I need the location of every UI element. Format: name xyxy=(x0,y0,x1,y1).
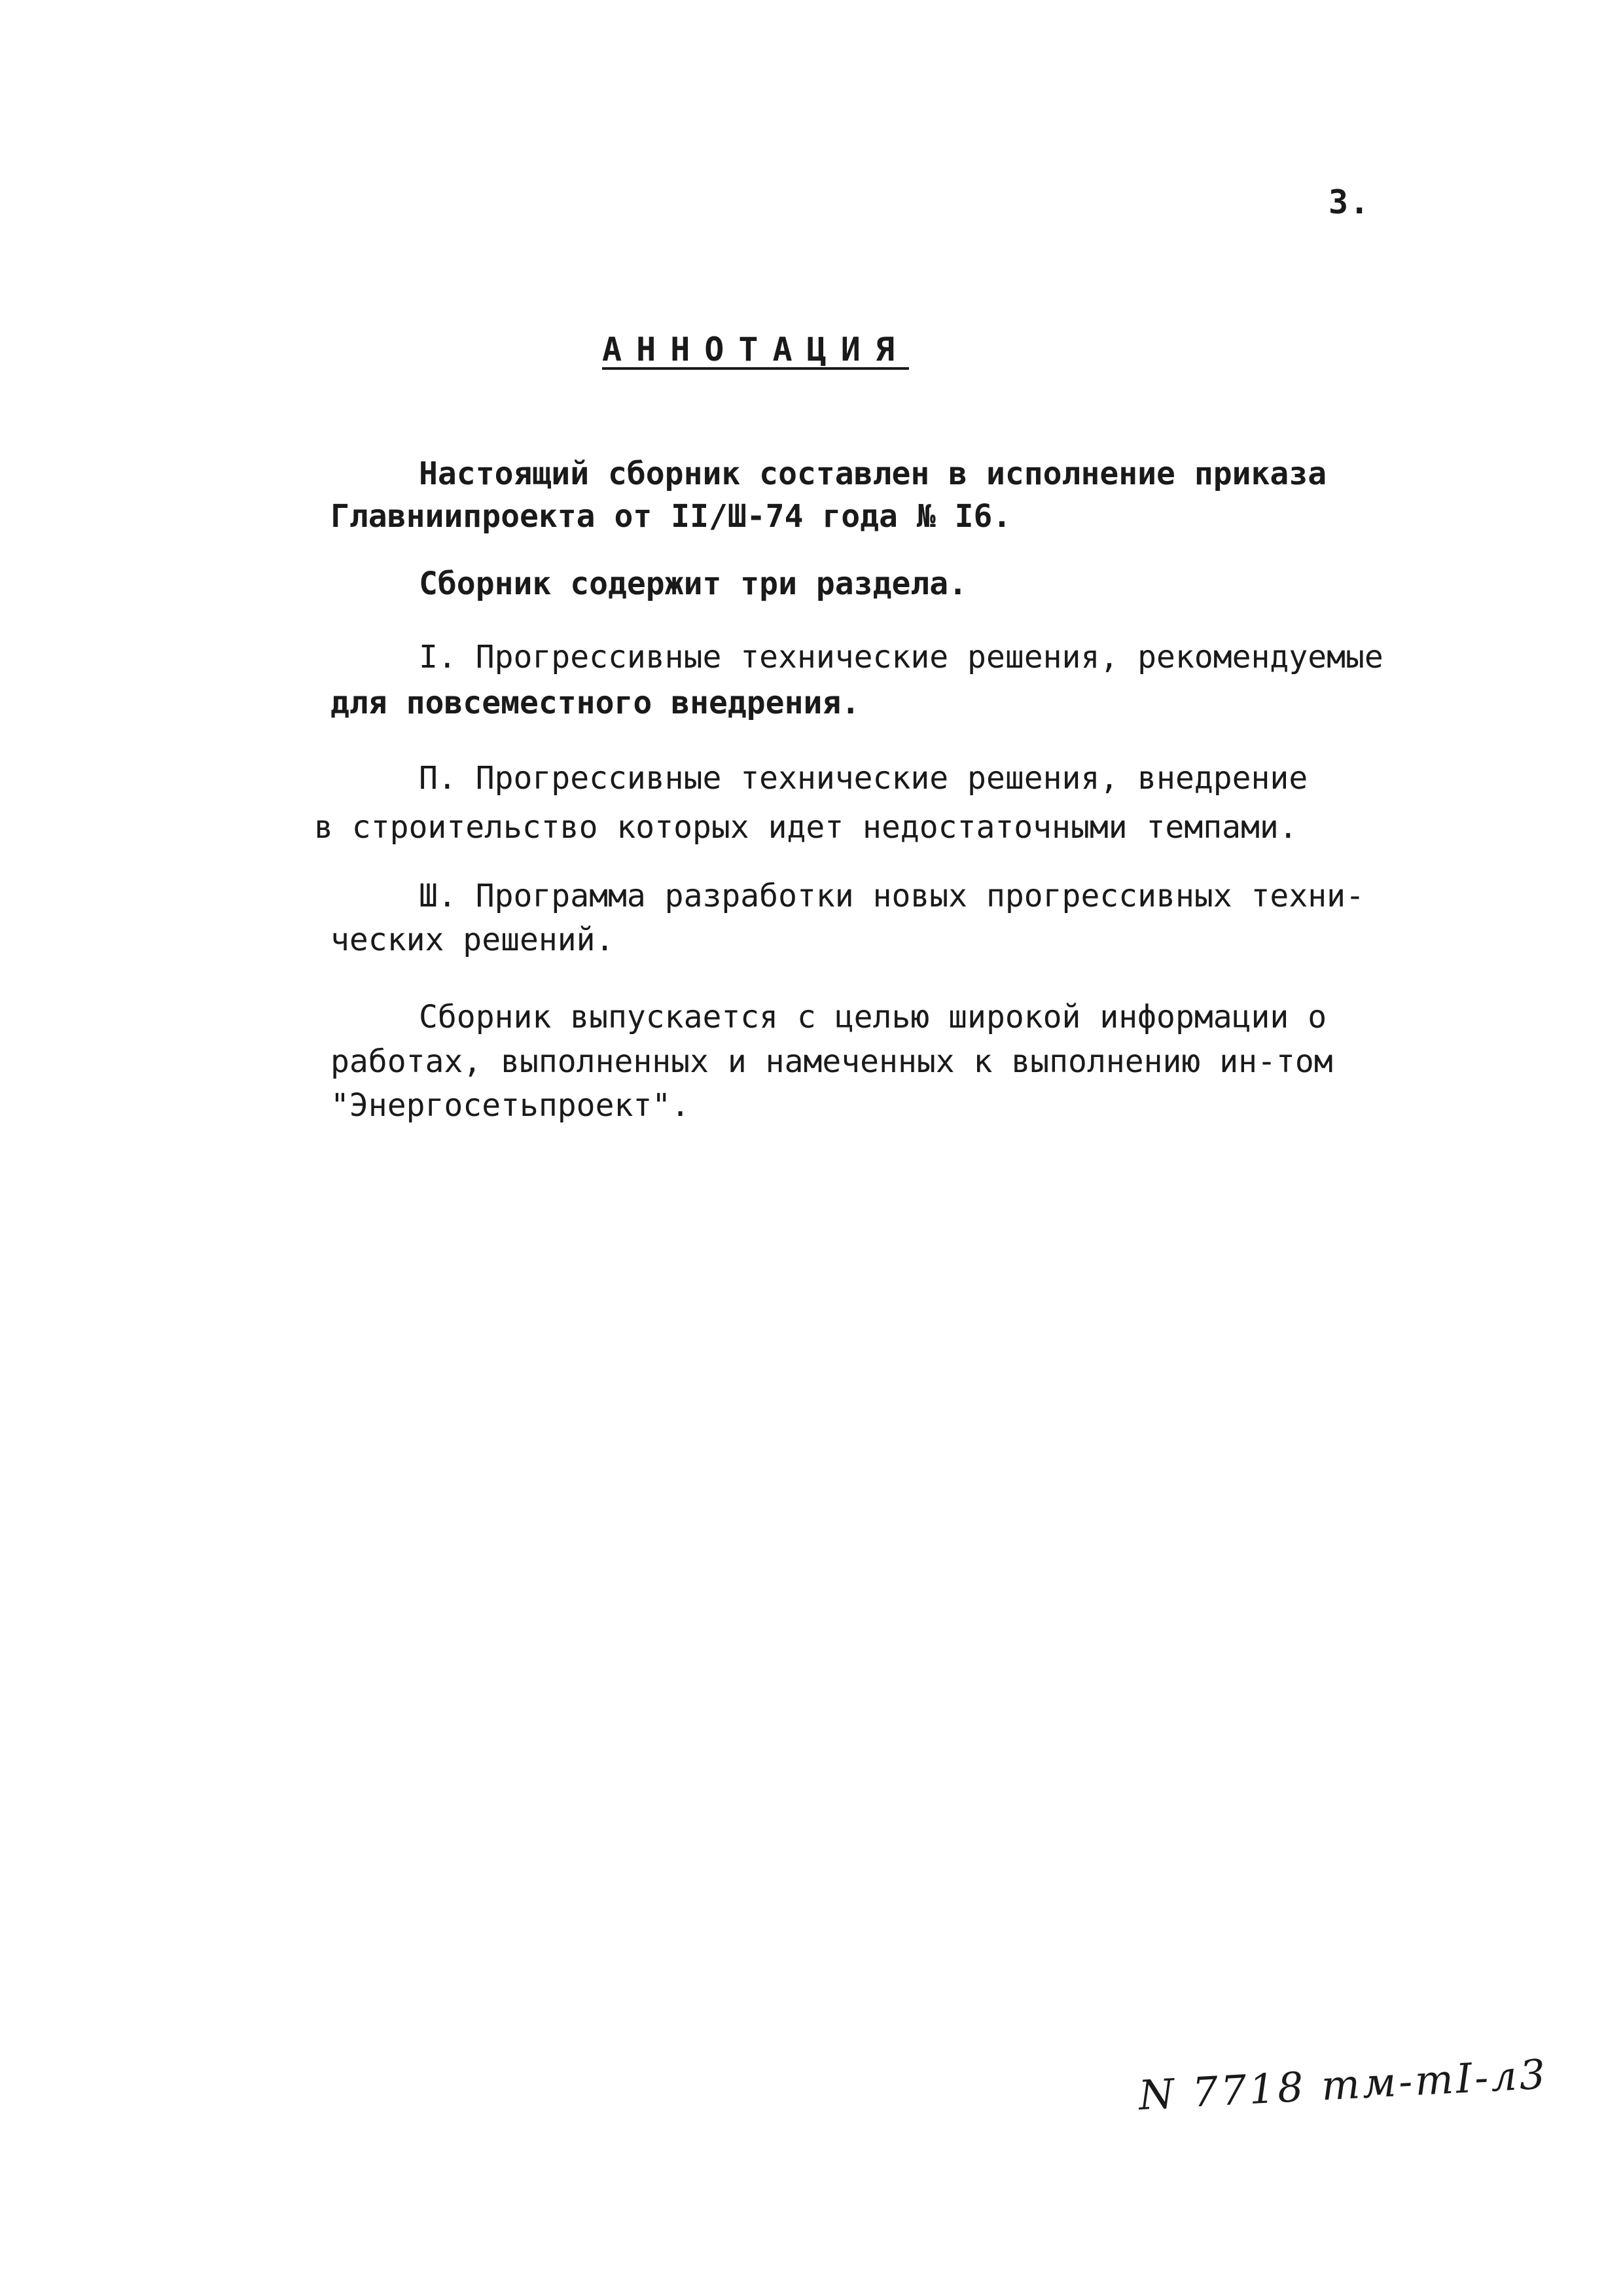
paragraph-6-line-1: Сборник выпускается с целью широкой информации о xyxy=(419,999,1327,1035)
page-number: 3. xyxy=(1329,183,1371,221)
page-title: АННОТАЦИЯ xyxy=(602,331,909,368)
paragraph-3-line-2: для повсеместного внедрения. xyxy=(330,685,861,721)
paragraph-4-line-2: в строительство которых идет недостаточными темпами. xyxy=(314,809,1298,846)
paragraph-1-line-2: Главниипроекта от II/Ш-74 года № I6. xyxy=(330,498,1012,535)
paragraph-5-line-1: Ш. Программа разработки новых прогрессивных техни- xyxy=(419,878,1364,914)
paragraph-4-line-1: П. Прогрессивные технические решения, внедрение xyxy=(419,760,1308,797)
handwritten-note: N 7718 тм-тI-л3 xyxy=(1137,2050,1549,2119)
paragraph-6-line-3: "Энергосетьпроект". xyxy=(330,1087,690,1124)
paragraph-3-line-1: I. Прогрессивные технические решения, рекомендуемые xyxy=(419,639,1383,675)
paragraph-1-line-1: Настоящий сборник составлен в исполнение приказа xyxy=(419,456,1327,492)
paragraph-6-line-2: работах, выполненных и намеченных к выполнению ин-том xyxy=(330,1043,1333,1080)
paragraph-5-line-2: ческих решений. xyxy=(330,922,615,958)
paragraph-2-line-1: Сборник содержит три раздела. xyxy=(419,565,968,602)
